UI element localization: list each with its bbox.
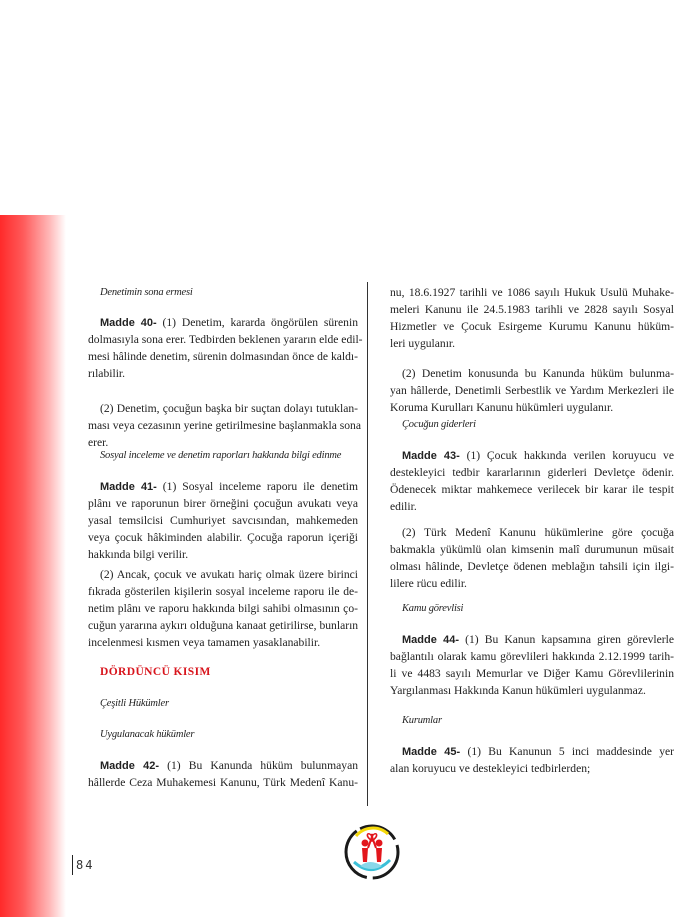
section-heading: Kurumlar — [402, 715, 442, 726]
text-line — [390, 760, 674, 777]
line-text: (2) Denetim konusunda bu Kanunda hüküm bulunma- — [402, 367, 674, 380]
text-line — [390, 481, 674, 498]
text-line — [88, 634, 358, 651]
text-line — [390, 365, 674, 382]
line-text: bağlantılı olarak kamu görevlileri hakkında 2.12.1999 tarih- — [390, 650, 674, 663]
paragraph — [88, 400, 361, 451]
line-text: (1) Sosyal inceleme raporu ile denetim — [162, 480, 358, 493]
paragraph — [88, 757, 358, 791]
section-heading: Sosyal inceleme ve denetim raporları hakkında bilgi edinme — [100, 450, 342, 461]
text-line — [390, 464, 674, 481]
line-text: (1) Çocuk hakkında verilen koruyucu ve — [466, 449, 674, 462]
text-line — [390, 447, 674, 464]
article-number: Madde 43- — [402, 450, 460, 462]
text-line — [88, 365, 358, 382]
line-text: yan hâllerde, Denetimli Serbestlik ve Yardım Merkezleri ile — [390, 384, 674, 397]
text-line — [88, 566, 358, 583]
line-text: leri uygulanır. — [390, 337, 456, 350]
text-line — [390, 575, 674, 592]
page-number: 84 — [72, 855, 94, 875]
text-line — [390, 541, 674, 558]
line-text: rılabilir. — [88, 367, 126, 380]
line-text: netim plânı ve raporu hakkında bilgi sahibi olmasının ço- — [88, 602, 358, 615]
line-text: Yargılanması Hakkında Kanun hükümleri uygulanmaz. — [390, 684, 646, 697]
paragraph — [390, 524, 674, 592]
line-text: (1) Denetim, kararda öngörülen sürenin — [162, 316, 358, 329]
text-line — [88, 583, 358, 600]
column-divider — [367, 282, 368, 806]
article-number: Madde 42- — [100, 760, 160, 772]
text-line — [390, 284, 674, 301]
text-line — [88, 314, 358, 331]
line-text: destekleyici tedbir kararlarının giderleri Devletçe ödenir. — [390, 466, 674, 479]
line-text: Koruma Kurulları Kanunu hükümleri uygulanır. — [390, 401, 614, 414]
line-text: lilere rücu edilir. — [390, 577, 467, 590]
paragraph — [390, 743, 674, 777]
text-line — [88, 600, 358, 617]
line-text: plânı ve raporunun birer örneğini çocuğun avukatı veya — [88, 497, 358, 510]
line-text: alan koruyucu ve destekleyici tedbirlerden; — [390, 762, 591, 775]
line-text: incelenmesi kısmen veya tamamen yasaklanabilir. — [88, 636, 321, 649]
line-text: meleri Kanunu ile 24.5.1983 tarihli ve 2828 sayılı Sosyal — [390, 303, 674, 316]
text-line — [88, 757, 358, 774]
text-line — [390, 558, 674, 575]
text-line — [390, 682, 674, 699]
text-line — [390, 631, 674, 648]
text-line — [88, 348, 358, 365]
paragraph — [390, 631, 674, 699]
line-text: ması veya cezasının yerine getirilmesine başlanmakla sona — [88, 419, 361, 432]
text-line — [390, 498, 674, 515]
paragraph — [88, 314, 363, 382]
text-line — [88, 417, 361, 434]
text-line — [88, 512, 358, 529]
text-line — [88, 546, 358, 563]
line-text: bakmakla yükümlü olan kimsenin malî durumunun müsait — [390, 543, 674, 556]
text-line — [88, 774, 358, 791]
article-number: Madde 41- — [100, 481, 157, 493]
line-text: Ödenecek miktar mahkemece verilecek bir karar ile tespit — [390, 483, 674, 496]
text-line — [88, 478, 358, 495]
red-gradient-margin — [0, 215, 66, 917]
article-number: Madde 44- — [402, 634, 459, 646]
section-heading: Uygulanacak hükümler — [100, 729, 195, 740]
paragraph — [88, 478, 358, 563]
text-line — [390, 382, 674, 399]
text-line — [390, 524, 674, 541]
line-text: edilir. — [390, 500, 417, 513]
line-text: dolmasıyla sona erer. Tedbirden beklenen yararın elde edil- — [88, 333, 363, 346]
line-text: erer. — [88, 436, 109, 449]
paragraph — [390, 447, 674, 515]
line-text: mesi hâlinde denetim, sürenin dolmasından önce de kaldı- — [88, 350, 358, 363]
section-heading: Çocuğun giderleri — [402, 419, 476, 430]
line-text: yasal temsilcisi Cumhuriyet savcısından, mahkemeden — [88, 514, 358, 527]
part-title: DÖRDÜNCÜ KISIM — [100, 666, 211, 678]
section-heading: Kamu görevlisi — [402, 603, 464, 614]
text-line — [390, 318, 674, 335]
article-number: Madde 40- — [100, 317, 157, 329]
line-text: (1) Bu Kanunun 5 inci maddesinde yer — [467, 745, 674, 758]
paragraph — [88, 566, 358, 651]
text-line — [390, 301, 674, 318]
logo-emblem-icon — [342, 822, 402, 882]
line-text: li ve 4483 sayılı Memurlar ve Diğer Kamu Görevlilerinin — [390, 667, 674, 680]
section-heading: Çeşitli Hükümler — [100, 698, 169, 709]
article-number: Madde 45- — [402, 746, 461, 758]
text-line — [88, 331, 363, 348]
text-line — [88, 495, 358, 512]
line-text: fıkrada gösterilen kişilerin sosyal inceleme raporu ile de- — [88, 585, 358, 598]
text-line — [88, 400, 358, 417]
paragraph — [390, 365, 674, 416]
line-text: hâllerde Ceza Muhakemesi Kanunu, Türk Medenî Kanu- — [88, 776, 358, 789]
text-line — [390, 399, 674, 416]
line-text: (2) Türk Medenî Kanunu hükümlerine göre çocuğa — [402, 526, 674, 539]
text-line — [390, 335, 674, 352]
text-line — [88, 617, 358, 634]
line-text: (1) Bu Kanunda hüküm bulunmayan — [167, 759, 359, 772]
line-text: hakkında bilgi verilir. — [88, 548, 189, 561]
section-heading: Denetimin sona ermesi — [100, 287, 193, 298]
paragraph — [390, 284, 674, 352]
line-text: (2) Denetim, çocuğun başka bir suçtan dolayı tutuklan- — [100, 402, 358, 415]
line-text: veya çocuk hâkiminden alabilir. Çocuğa raporun içeriği — [88, 531, 358, 544]
text-line — [390, 648, 674, 665]
line-text: olması hâlinde, Devletçe ödenen meblağın tahsili için ilgi- — [390, 560, 674, 573]
line-text: cuğun yararına aykırı olduğuna kanaat getirilirse, bunların — [88, 619, 359, 632]
organization-logo — [342, 822, 402, 882]
text-line — [390, 665, 674, 682]
line-text: (2) Ancak, çocuk ve avukatı hariç olmak üzere birinci — [100, 568, 358, 581]
line-text: (1) Bu Kanun kapsamına giren görevlerle — [465, 633, 674, 646]
line-text: Hizmetler ve Çocuk Esirgeme Kurumu Kanunu hüküm- — [390, 320, 674, 333]
text-line — [88, 529, 358, 546]
text-line — [390, 743, 674, 760]
line-text: nu, 18.6.1927 tarihli ve 1086 sayılı Hukuk Usulü Muhake- — [390, 286, 674, 299]
